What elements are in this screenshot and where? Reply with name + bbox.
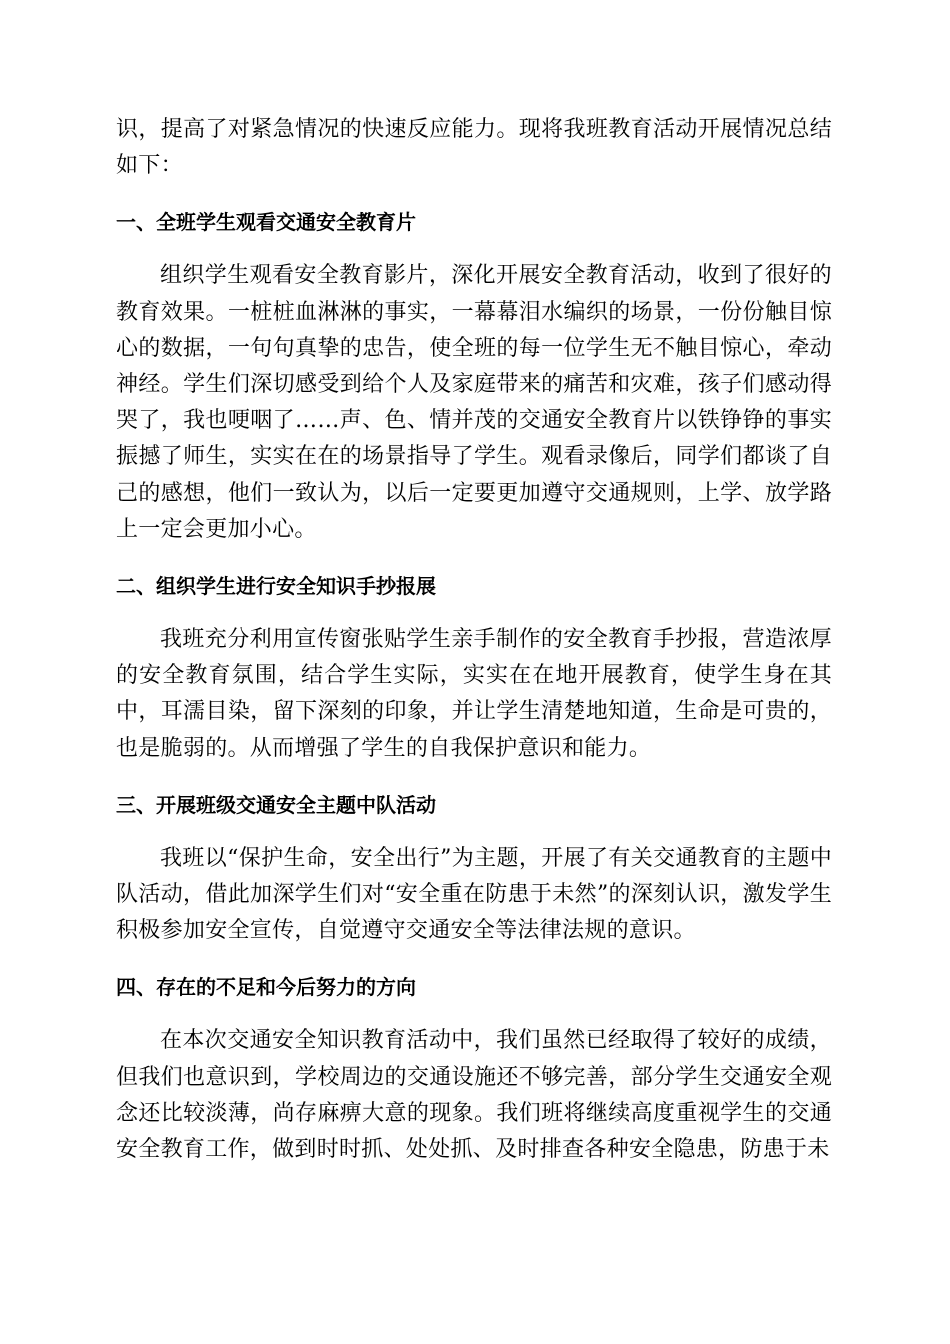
section-4-body: 在本次交通安全知识教育活动中，我们虽然已经取得了较好的成绩，但我们也意识到，学校周边的交通设施还不够完善，部分学生交通安全观念还比较淡薄，尚存麻痹大意的现象。我们班将继续高度重视学生的交通安全教育工作，做到时时抓、处处抓、及时排查各种安全隐患，防患于未 [116,1028,832,1163]
intro-paragraph: 识，提高了对紧急情况的快速反应能力。现将我班教育活动开展情况总结如下： [116,117,832,179]
section-3-heading: 三、开展班级交通安全主题中队活动 [116,792,436,817]
section-2-body: 我班充分利用宣传窗张贴学生亲手制作的安全教育手抄报，营造浓厚的安全教育氛围，结合学生实际，实实在在地开展教育，使学生身在其中，耳濡目染，留下深刻的印象，并让学生清楚地知道，生命是可贵的，也是脆弱的。从而增强了学生的自我保护意识和能力。 [116,627,832,761]
document-page [116,112,832,1168]
section-3-body: 我班以“保护生命，安全出行”为主题，开展了有关交通教育的主题中队活动，借此加深学生们对“安全重在防患于未然”的深刻认识，激发学生积极参加安全宣传，自觉遵守交通安全等法律法规的意识。 [116,845,832,944]
section-1-body: 组织学生观看安全教育影片，深化开展安全教育活动，收到了很好的教育效果。一桩桩血淋淋的事实，一幕幕泪水编织的场景，一份份触目惊心的数据，一句句真挚的忠告，使全班的每一位学生无不触目惊心，牵动神经。学生们深切感受到给个人及家庭带来的痛苦和灾难，孩子们感动得哭了，我也哽咽了……声、色、情并茂的交通安全教育片以铁铮铮的事实振撼了师生，实实在在的场景指导了学生。观看录像后，同学们都谈了自己的感想，他们一致认为，以后一定要更加遵守交通规则，上学、放学路上一定会更加小心。 [116,263,832,542]
section-4-heading: 四、存在的不足和今后努力的方向 [116,975,416,1000]
section-2-heading: 二、组织学生进行安全知识手抄报展 [116,574,436,599]
section-1-heading: 一、全班学生观看交通安全教育片 [116,210,416,235]
